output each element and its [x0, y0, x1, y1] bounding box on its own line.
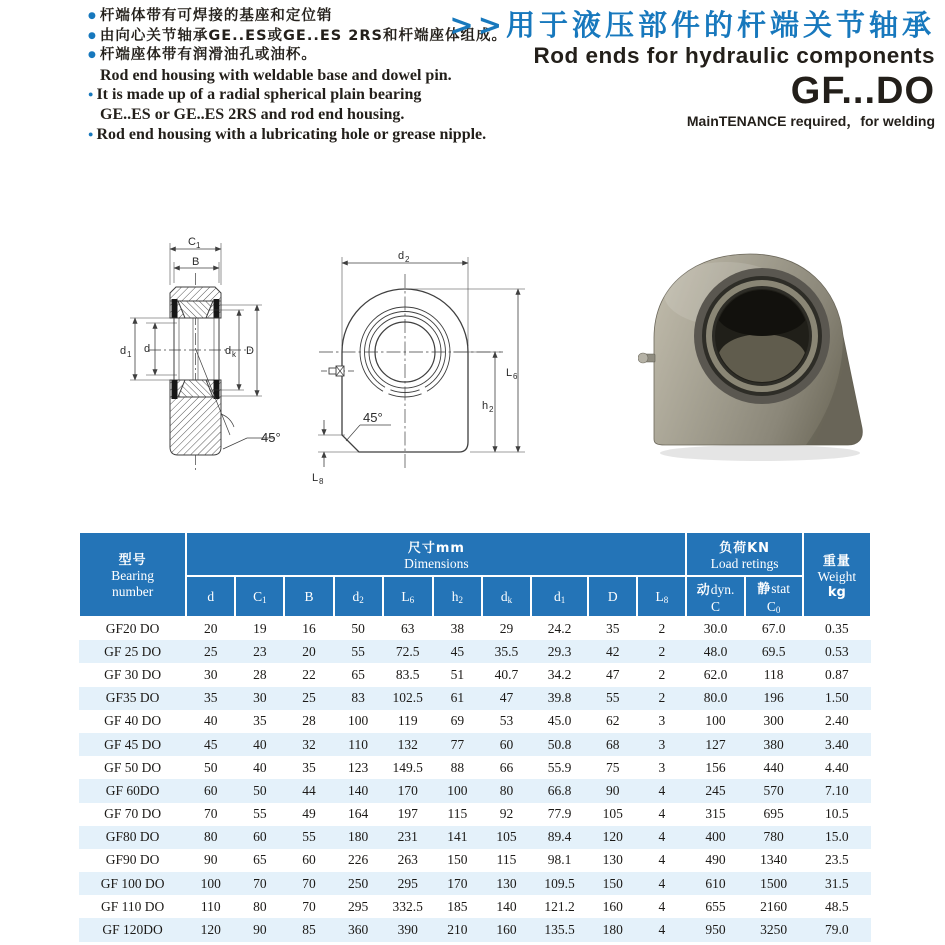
- value-cell: 60: [204, 782, 218, 798]
- col-header-weight: [803, 532, 871, 617]
- value-cell: 109.5: [544, 875, 575, 891]
- bearing-number-cell: GF20 DO: [105, 621, 160, 637]
- bearing-number-cell: GF 60DO: [105, 782, 160, 798]
- bearing-bore: [694, 268, 830, 404]
- value-cell: 42: [605, 643, 620, 659]
- maintenance-note: MainTENANCE required，for welding: [686, 113, 935, 129]
- dim-label-h2: h: [482, 400, 489, 412]
- bearing-number-cell: GF 120DO: [102, 922, 163, 938]
- front-view-drawing: [303, 230, 543, 495]
- col-group-load-ratings: [686, 532, 802, 576]
- table-row: [79, 733, 871, 756]
- bearing-number-cell: GF90 DO: [105, 852, 160, 868]
- value-cell: 4: [658, 852, 666, 868]
- value-cell: 45.0: [547, 713, 572, 729]
- value-cell: 164: [348, 806, 369, 822]
- grease-nipple: [638, 353, 655, 363]
- value-cell: 68: [605, 736, 620, 752]
- value-cell: 98.1: [547, 852, 572, 868]
- col-header-d: d: [186, 576, 235, 617]
- load-header-en: Load retings: [710, 555, 779, 571]
- value-cell: 100: [200, 875, 221, 891]
- table-row: [79, 663, 871, 686]
- value-cell: 40: [253, 736, 267, 752]
- value-cell: 49: [302, 806, 316, 822]
- bearing-number-cell: GF 50 DO: [104, 759, 162, 775]
- bearing-number-cell: GF35 DO: [105, 690, 160, 706]
- bearing-number-cell: GF 70 DO: [104, 806, 162, 822]
- value-cell: 115: [447, 806, 468, 822]
- dim-label-l6: L: [506, 367, 513, 379]
- value-cell: 655: [705, 898, 726, 914]
- value-cell: 610: [705, 875, 726, 891]
- spec-table-wrapper: [78, 531, 872, 942]
- table-row: [79, 826, 871, 849]
- col-header-dynamic-load: 动dyn. C: [686, 576, 744, 617]
- value-cell: 60: [253, 829, 267, 845]
- value-cell: 196: [763, 690, 784, 706]
- dim-label-d: d: [144, 343, 151, 355]
- value-cell: 180: [602, 922, 623, 938]
- product-photo: [638, 242, 878, 467]
- value-cell: 65: [351, 666, 365, 682]
- value-cell: 115: [496, 852, 517, 868]
- value-cell: 4.40: [825, 759, 849, 775]
- value-cell: 110: [200, 898, 221, 914]
- bearing-number-cell: GF80 DO: [105, 829, 160, 845]
- col-header-l6: $L_6$: [383, 576, 433, 617]
- value-cell: 3: [658, 713, 666, 729]
- value-cell: 140: [348, 782, 369, 798]
- bearing-header-en: Bearing: [111, 568, 154, 583]
- value-cell: 295: [348, 898, 369, 914]
- value-cell: 210: [447, 922, 468, 938]
- value-cell: 250: [348, 875, 369, 891]
- value-cell: 55: [253, 806, 267, 822]
- value-cell: 170: [447, 875, 468, 891]
- value-cell: 30: [204, 666, 218, 682]
- title-block: [449, 8, 935, 130]
- value-cell: 35.5: [494, 643, 519, 659]
- feature-item: Rod end housing with weldable base and dowel pin.: [100, 66, 452, 84]
- value-cell: 29: [499, 621, 514, 637]
- value-cell: 3.40: [825, 736, 849, 752]
- value-cell: 75: [605, 759, 620, 775]
- value-cell: 53: [499, 713, 514, 729]
- dim-label-d2-sub: 2: [405, 255, 410, 264]
- weight-header-cn: 重量: [822, 553, 851, 569]
- value-cell: 34.2: [547, 666, 572, 682]
- weight-header-en: Weight: [817, 568, 857, 584]
- value-cell: 85: [302, 922, 316, 938]
- value-cell: 170: [397, 782, 418, 798]
- value-cell: 25: [302, 690, 316, 706]
- table-row: [79, 687, 871, 710]
- value-cell: 110: [348, 736, 368, 752]
- value-cell: 4: [658, 782, 666, 798]
- angle-label-right: 45°: [363, 410, 383, 425]
- dim-label-d2: d: [398, 250, 405, 262]
- value-cell: 100: [705, 713, 726, 729]
- weight-unit: kg: [827, 584, 846, 600]
- page-title-chinese: >>用于液压部件的杆端关节轴承: [449, 8, 935, 42]
- value-cell: 4: [658, 806, 666, 822]
- value-cell: 130: [602, 852, 623, 868]
- dim-label-l8-sub: 8: [319, 477, 324, 486]
- value-cell: 63: [400, 621, 415, 637]
- value-cell: 245: [705, 782, 726, 798]
- feature-item: GE..ES or GE..ES 2RS and rod end housing.: [100, 105, 405, 123]
- feature-item: ● 由向心关节轴承GE..ES或GE..ES 2RS和杆端座体组成。: [88, 27, 468, 47]
- value-cell: 695: [763, 806, 784, 822]
- value-cell: 35: [204, 690, 218, 706]
- value-cell: 40: [204, 713, 218, 729]
- value-cell: 180: [348, 829, 369, 845]
- value-cell: 28: [302, 713, 316, 729]
- value-cell: 4: [658, 898, 666, 914]
- value-cell: 4: [658, 922, 666, 938]
- value-cell: 118: [763, 666, 784, 682]
- value-cell: 120: [200, 922, 221, 938]
- table-row: [79, 640, 871, 663]
- value-cell: 231: [397, 829, 418, 845]
- value-cell: 185: [447, 898, 468, 914]
- value-cell: 2: [658, 621, 666, 637]
- value-cell: 89.4: [547, 829, 572, 845]
- spec-table: [78, 531, 872, 942]
- value-cell: 141: [447, 829, 468, 845]
- value-cell: 440: [763, 759, 784, 775]
- value-cell: 400: [705, 829, 726, 845]
- value-cell: 4: [658, 875, 666, 891]
- value-cell: 70: [253, 875, 267, 891]
- feature-item: ● Rod end housing with a lubricating hole or grease nipple.: [88, 125, 468, 145]
- col-header-c1: $C_1$: [235, 576, 284, 617]
- value-cell: 80: [204, 829, 218, 845]
- table-row: [79, 803, 871, 826]
- value-cell: 80: [253, 898, 267, 914]
- value-cell: 105: [496, 829, 517, 845]
- dim-label-D: D: [246, 345, 254, 357]
- value-cell: 1500: [760, 875, 788, 891]
- dim-label-b: B: [192, 256, 200, 268]
- value-cell: 149.5: [392, 759, 423, 775]
- value-cell: 44: [302, 782, 316, 798]
- value-cell: 150: [447, 852, 468, 868]
- value-cell: 90: [253, 922, 267, 938]
- value-cell: 490: [705, 852, 726, 868]
- value-cell: 48.0: [703, 643, 728, 659]
- value-cell: 47: [605, 666, 620, 682]
- value-cell: 119: [397, 713, 418, 729]
- dim-label-c1: C: [188, 236, 196, 248]
- value-cell: 197: [397, 806, 418, 822]
- value-cell: 61: [450, 690, 465, 706]
- bearing-number-cell: GF 30 DO: [104, 666, 162, 682]
- value-cell: 332.5: [392, 898, 423, 914]
- value-cell: 60: [302, 852, 316, 868]
- col-header-d2: $d_2$: [334, 576, 383, 617]
- value-cell: 77: [450, 736, 465, 752]
- table-row: [79, 710, 871, 733]
- dim-label-d1: d: [120, 345, 127, 357]
- value-cell: 32: [302, 736, 316, 752]
- bearing-number-cell: GF 25 DO: [104, 643, 162, 659]
- value-cell: 55: [605, 690, 620, 706]
- value-cell: 150: [602, 875, 623, 891]
- value-cell: 30: [253, 690, 267, 706]
- value-cell: 121.2: [544, 898, 575, 914]
- bearing-header-en2: number: [112, 584, 154, 599]
- value-cell: 80.0: [703, 690, 728, 706]
- value-cell: 127: [705, 736, 726, 752]
- value-cell: 315: [705, 806, 726, 822]
- bearing-number-cell: GF 40 DO: [104, 713, 162, 729]
- value-cell: 90: [605, 782, 620, 798]
- value-cell: 0.87: [825, 666, 849, 682]
- value-cell: 35: [302, 759, 316, 775]
- feature-item: ● 杆端体带有可焊接的基座和定位销: [88, 7, 468, 27]
- value-cell: 35: [605, 621, 620, 637]
- value-cell: 20: [204, 621, 218, 637]
- value-cell: 132: [397, 736, 418, 752]
- value-cell: 19: [253, 621, 267, 637]
- value-cell: 160: [496, 922, 517, 938]
- value-cell: 0.53: [825, 643, 849, 659]
- dim-label-c1-sub: 1: [196, 241, 201, 250]
- value-cell: 50: [253, 782, 267, 798]
- value-cell: 90: [204, 852, 218, 868]
- value-cell: 3: [658, 736, 666, 752]
- value-cell: 15.0: [825, 829, 849, 845]
- dim-label-dk: d: [225, 345, 232, 357]
- value-cell: 38: [450, 621, 465, 637]
- value-cell: 135.5: [544, 922, 575, 938]
- value-cell: 55: [351, 643, 365, 659]
- value-cell: 28: [253, 666, 267, 682]
- value-cell: 39.8: [547, 690, 572, 706]
- value-cell: 83.5: [395, 666, 420, 682]
- value-cell: 7.10: [825, 782, 849, 798]
- dim-label-dk-sub: k: [232, 350, 236, 359]
- value-cell: 24.2: [547, 621, 572, 637]
- value-cell: 66.8: [547, 782, 572, 798]
- value-cell: 2160: [760, 898, 788, 914]
- value-cell: 4: [658, 829, 666, 845]
- cross-section-drawing: [113, 228, 333, 478]
- value-cell: 77.9: [547, 806, 572, 822]
- value-cell: 60: [499, 736, 514, 752]
- col-header-b: B: [284, 576, 333, 617]
- value-cell: 70: [204, 806, 218, 822]
- value-cell: 72.5: [395, 643, 420, 659]
- value-cell: 50: [204, 759, 218, 775]
- photo-shadow: [660, 445, 860, 461]
- table-row: [79, 918, 871, 941]
- value-cell: 2: [658, 666, 666, 682]
- value-cell: 70: [302, 875, 316, 891]
- table-row: [79, 779, 871, 802]
- table-row: [79, 895, 871, 918]
- value-cell: 70: [302, 898, 316, 914]
- dim-label-d1-sub: 1: [127, 350, 132, 359]
- value-cell: 25: [204, 643, 218, 659]
- value-cell: 83: [351, 690, 365, 706]
- value-cell: 0.35: [825, 621, 849, 637]
- value-cell: 100: [447, 782, 468, 798]
- value-cell: 50: [351, 621, 365, 637]
- value-cell: 66: [499, 759, 514, 775]
- value-cell: 65: [253, 852, 267, 868]
- angle-label-left: 45°: [261, 430, 281, 445]
- feature-item: ● It is made up of a radial spherical plain bearing: [88, 85, 468, 105]
- value-cell: 3: [658, 759, 666, 775]
- value-cell: 40: [253, 759, 267, 775]
- col-header-D: D: [588, 576, 637, 617]
- value-cell: 45: [450, 643, 465, 659]
- value-cell: 780: [763, 829, 784, 845]
- value-cell: 48.5: [825, 898, 849, 914]
- value-cell: 22: [302, 666, 316, 682]
- value-cell: 360: [348, 922, 369, 938]
- value-cell: 570: [763, 782, 784, 798]
- value-cell: 2: [658, 690, 666, 706]
- value-cell: 23: [253, 643, 267, 659]
- value-cell: 3250: [760, 922, 788, 938]
- value-cell: 30.0: [703, 621, 728, 637]
- table-row: [79, 849, 871, 872]
- value-cell: 69.5: [761, 643, 786, 659]
- value-cell: 62.0: [703, 666, 728, 682]
- bearing-number-cell: GF 100 DO: [100, 875, 165, 891]
- col-header-dk: $d_k$: [482, 576, 531, 617]
- value-cell: 2: [658, 643, 666, 659]
- value-cell: 263: [397, 852, 418, 868]
- value-cell: 47: [499, 690, 514, 706]
- load-header-cn: 负荷KN: [719, 540, 771, 556]
- value-cell: 140: [496, 898, 517, 914]
- table-row: [79, 617, 871, 640]
- value-cell: 130: [496, 875, 517, 891]
- value-cell: 92: [499, 806, 514, 822]
- value-cell: 105: [602, 806, 623, 822]
- bearing-number-cell: GF 45 DO: [104, 736, 162, 752]
- value-cell: 1.50: [825, 690, 849, 706]
- value-cell: 950: [705, 922, 726, 938]
- value-cell: 62: [605, 713, 620, 729]
- value-cell: 23.5: [825, 852, 849, 868]
- dim-label-l8: L: [312, 472, 319, 484]
- dim-label-h2-sub: 2: [489, 405, 494, 414]
- table-row: [79, 756, 871, 779]
- value-cell: 51: [450, 666, 465, 682]
- feature-item: ● 杆端座体带有润滑油孔或油杯。: [88, 46, 468, 66]
- value-cell: 80: [499, 782, 514, 798]
- col-header-l8: $L_8$: [637, 576, 686, 617]
- value-cell: 67.0: [761, 621, 786, 637]
- value-cell: 2.40: [825, 713, 849, 729]
- value-cell: 100: [348, 713, 369, 729]
- value-cell: 10.5: [825, 806, 849, 822]
- value-cell: 300: [763, 713, 784, 729]
- page-title-english: Rod ends for hydraulic components: [533, 43, 935, 68]
- value-cell: 55.9: [547, 759, 572, 775]
- col-header-static-load: 静stat $C_0$: [745, 576, 803, 617]
- value-cell: 40.7: [494, 666, 519, 682]
- bearing-header-cn: 型号: [118, 553, 147, 568]
- value-cell: 55: [302, 829, 316, 845]
- value-cell: 35: [253, 713, 267, 729]
- dim-label-l6-sub: 6: [513, 372, 518, 381]
- spec-table-body: [79, 617, 871, 942]
- value-cell: 380: [763, 736, 784, 752]
- series-code: GF...DO: [790, 70, 935, 112]
- dims-header-en: Dimensions: [404, 555, 469, 571]
- value-cell: 31.5: [825, 875, 849, 891]
- value-cell: 20: [302, 643, 316, 659]
- value-cell: 79.0: [825, 922, 849, 938]
- col-header-d1: $d_1$: [531, 576, 588, 617]
- value-cell: 123: [348, 759, 369, 775]
- value-cell: 120: [602, 829, 623, 845]
- value-cell: 16: [302, 621, 316, 637]
- value-cell: 102.5: [392, 690, 423, 706]
- spec-table-header: [79, 532, 871, 617]
- value-cell: 50.8: [547, 736, 572, 752]
- value-cell: 29.3: [547, 643, 572, 659]
- value-cell: 156: [705, 759, 726, 775]
- col-group-dimensions: [186, 532, 686, 576]
- value-cell: 1340: [760, 852, 788, 868]
- col-header-bearing-number: [79, 532, 186, 617]
- value-cell: 69: [450, 713, 465, 729]
- value-cell: 160: [602, 898, 623, 914]
- col-header-h2: $h_2$: [433, 576, 482, 617]
- dims-header-cn: 尺寸mm: [407, 540, 465, 556]
- table-row: [79, 872, 871, 895]
- value-cell: 45: [204, 736, 218, 752]
- value-cell: 226: [348, 852, 369, 868]
- value-cell: 390: [397, 922, 418, 938]
- bearing-number-cell: GF 110 DO: [100, 898, 165, 914]
- value-cell: 295: [397, 875, 418, 891]
- value-cell: 88: [450, 759, 465, 775]
- feature-list: [88, 7, 507, 144]
